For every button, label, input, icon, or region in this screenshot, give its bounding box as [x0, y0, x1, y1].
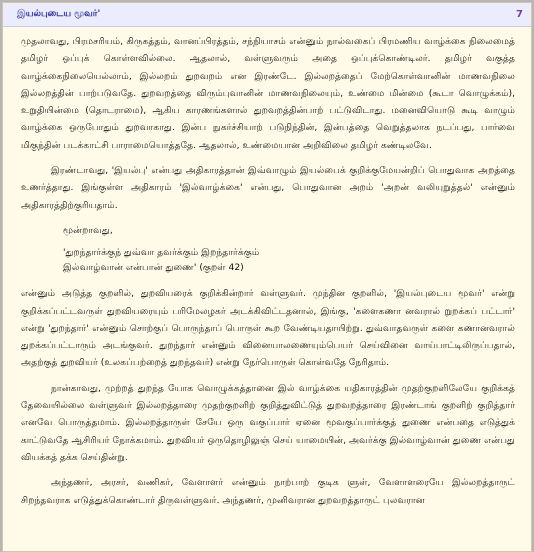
- section-label: மூன்றாவது,: [63, 224, 113, 236]
- paragraph: அந்தணர், அரசர், வணிகர், வேளாளர் என்னும் நாற்பாற் குடிக ளுள், வேளாளரையே இல்லறத்தாருட் சிறந்தவராக எடுத்துக்கொண்டார் திருவள்ளுவர். அந்தணர், முனிவரான துறவறத்தாருட் புலவரான: [21, 477, 515, 506]
- chapter-title: இயல்புடைய மூவர்': [17, 9, 101, 19]
- paragraph: இரண்டாவது, 'இயல்பு' என்பது அதிகாரத்தான் இவ்வாழும் இயல்பைக் குறிக்குமேயன்றிப் பொதுவாக அறத்தை உணர்த்தாது. இங்குள்ள அதிகாரம் 'இல்வாழ்க்கை' என்பது, பொதுவான அறம் 'அறன் வலியுறுத்தல்' என்னும் அதிகாரத்திற்குரியதாம்.: [21, 165, 515, 211]
- paragraph: என்னும் அடுத்த குறளில், துறவியரைக் குறிக்கின்றார் வள்ளுவர். முந்தின குறளில், 'இயல்புடைய மூவர்' என்று குறிக்கப்பட்டவருள் துறவியரையும் பரிமேலழகர் அடக்கிவிட்டதனால், இங்கு, 'களைகணா னவரால் றுறக்கப் பட்டார்' என்று 'துறந்தார்' என்னும் சொற்குப் பொருந்தாப் பொருள் கூற வேண்டியதாயிற்று. துவ்வாதவருள் களை கணானவரால் துறக்கப்பட்டாரும் அடங்குவர். துறந்தார் என்னும் வினையாலணையும்பெயர் செய்வினை வாய்பாட்டிலிருப்பதால், அதற்குத் துறவியர் (உலகப்பற்றைத் துறந்தவர்) என்று நேர்பொருள் கொள்வதே நேரிதாம்.: [21, 288, 515, 369]
- page-body: [3, 27, 531, 509]
- quote-line: இல்வாழ்வான் என்பான் துணை' (குறள் 42): [63, 262, 244, 274]
- paragraph: முதலாவது, பிரமசரியம், கிருகத்தம், வானப்பிரத்தம், சந்நியாசம் என்னும் நால்வகைப் பிரமணிய வாழ்க்கை நிலைமைத் தமிழர் ஒப்புக் கொள்ளவில்லை. ஆதலால், வள்ளுவரும் அதை ஒப்புக்கொண்டிலர். தமிழர் வகுத்த வாழ்க்கைநிலையெல்லாம், இல்லறம் துறவறம் என இரண்டே. இல்லறத்தைப் மேற்கொள்வானின் மாணவநிலை இல்லறத்தின் பாற்படுவதே. துறவறத்தை விரும்புவானின் மாணவநிலையும், உண்மை மின்மை (கூடா வொழுக்கம்), உறுதியின்மை (தொடராமை), ஆகிய காரணங்களால் துறவறத்தின்பாற் பட்டுவிடாது. மனைவியொடு கூடி வாழும் வாழ்க்கை ஒருபோதும் துறவாகாது. இன்ப நுகர்ச்சியாற் படுநிந்தின், இன்பத்தை வெறுத்தலாக நடப்பது, பார்வை மிகுந்தின் படக்காட்சி பாராமையொத்ததே. ஆதலால், உண்மையான அறிவிலை தமிழர் கண்டிலவே.: [21, 36, 515, 151]
- kural-quote: [63, 245, 515, 275]
- document-page: [2, 2, 532, 552]
- paragraph: நான்காவது, முற்றத் துறந்த யோக வொழுக்கத்தானை இல் வாழ்க்கை யதிகாரத்தின் முதற்குறளிலேயே குறிக்கத் தேவையில்லை வள்ளுவர் இல்லறத்தாரை முதற்குறளிற் குறித்துவிட்டுத் துறவறத்தாரை இரண்டாங் குறளிற் குறித்தார் எனவே பொருத்தமாம். இல்லறத்தாருள் சேயே ஒரு வகுப்பார் ஏனை மூவகுப்பார்க்குத் துணை என்பதை எடுத்துக் காட்டுவதே ஆசிரியர் நோக்கமாம். துறவியர் ஒருதொழிலுஞ் செய் யாமையின், அவர்க்கு இல்வாழ்வான் துணை என்பது வியக்கத் தக்க செய்தின்று.: [21, 382, 515, 463]
- page-number: 7: [516, 9, 523, 20]
- page-header: [3, 3, 531, 27]
- quote-line: 'துறந்தார்க்குந் துவ்வா தவர்க்கும் இறந்தார்க்கும்: [63, 247, 260, 259]
